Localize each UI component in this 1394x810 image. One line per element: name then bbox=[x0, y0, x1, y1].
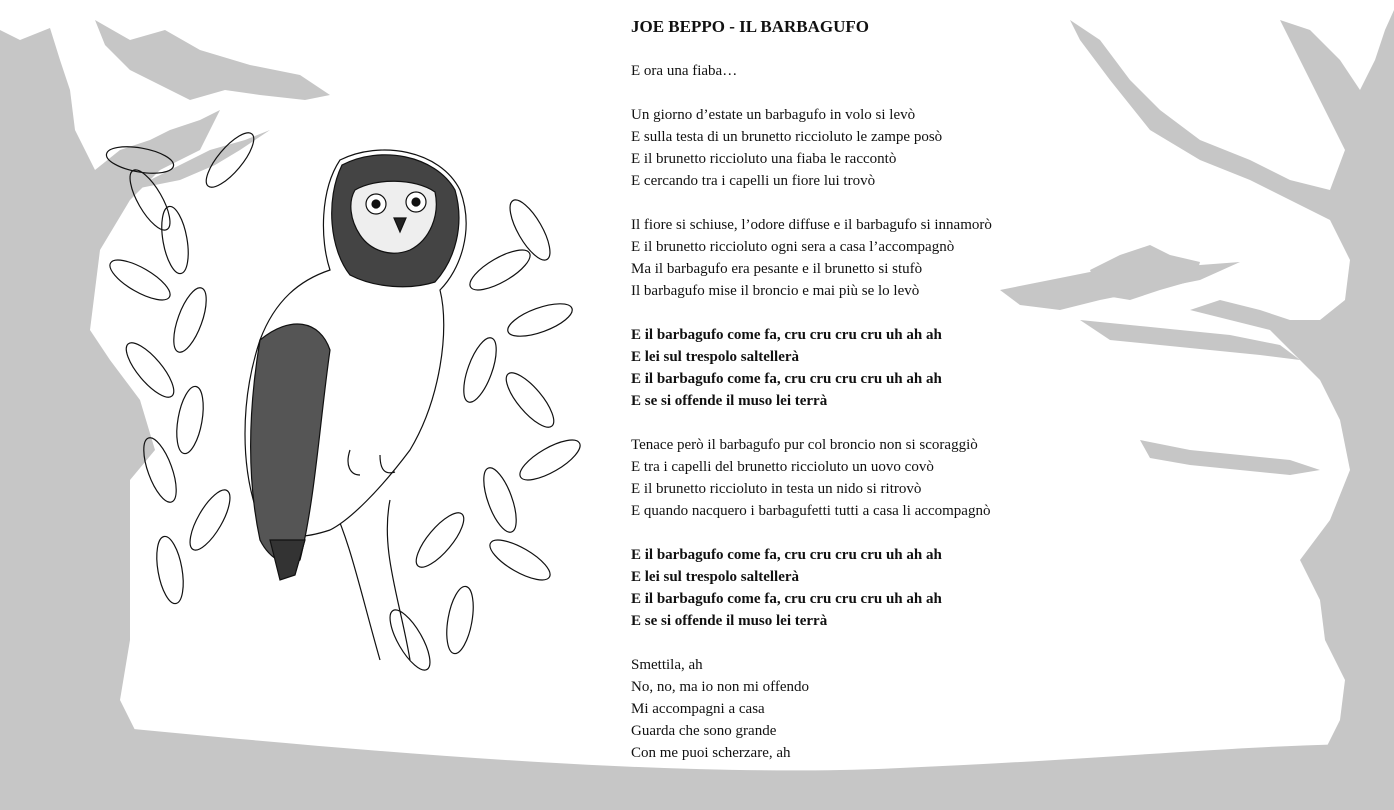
verse-1 bbox=[631, 104, 1191, 192]
outro bbox=[631, 654, 1191, 764]
chorus-line: E il barbagufo come fa, cru cru cru cru uh ah ah bbox=[631, 591, 942, 607]
branch-line bbox=[330, 500, 410, 660]
lyric-line: No, no, ma io non mi offendo bbox=[631, 679, 810, 695]
lyric-line: E ora una fiaba… bbox=[631, 63, 738, 79]
owl-tail bbox=[270, 540, 305, 580]
lyric-line: E quando nacquero i barbagufetti tutti a casa li accompagnò bbox=[631, 503, 991, 519]
leaf-cluster-left bbox=[104, 126, 261, 605]
lyric-line: E il brunetto riccioluto in testa un nido si ritrovò bbox=[631, 481, 922, 497]
lyric-line: Il fiore si schiuse, l’odore diffuse e il barbagufo si innamorò bbox=[631, 217, 992, 233]
lyric-line: E tra i capelli del brunetto riccioluto un uovo covò bbox=[631, 459, 934, 475]
owl-illustration bbox=[80, 120, 640, 680]
lyric-line: Ma il barbagufo era pesante e il brunetto si stufò bbox=[631, 261, 923, 277]
lyric-line: Smettila, ah bbox=[631, 657, 703, 673]
lyric-line: Un giorno d’estate un barbagufo in volo si levò bbox=[631, 107, 916, 123]
bat-silhouette-left bbox=[95, 20, 330, 100]
chorus-line: E lei sul trespolo saltellerà bbox=[631, 349, 800, 365]
chorus-2 bbox=[631, 544, 1191, 632]
intro-line bbox=[631, 60, 1191, 82]
verse-2 bbox=[631, 214, 1191, 302]
song-title: JOE BEPPO - IL BARBAGUFO bbox=[631, 17, 870, 36]
lyric-line: E sulla testa di un brunetto riccioluto le zampe posò bbox=[631, 129, 943, 145]
lyric-line: Con me puoi scherzare, ah bbox=[631, 745, 791, 761]
lyric-line: E cercando tra i capelli un fiore lui trovò bbox=[631, 173, 876, 189]
lyric-line: E il brunetto riccioluto ogni sera a casa l’accompagnò bbox=[631, 239, 955, 255]
verse-3 bbox=[631, 434, 1191, 522]
chorus-line: E il barbagufo come fa, cru cru cru cru uh ah ah bbox=[631, 327, 942, 343]
chorus-line: E il barbagufo come fa, cru cru cru cru uh ah ah bbox=[631, 371, 942, 387]
chorus-1 bbox=[631, 324, 1191, 412]
lyric-line: Guarda che sono grande bbox=[631, 723, 777, 739]
lyric-line: Tenace però il barbagufo pur col broncio non si scoraggiò bbox=[631, 437, 978, 453]
lyric-line: Il barbagufo mise il broncio e mai più se lo levò bbox=[631, 283, 920, 299]
lyric-line: Mi accompagni a casa bbox=[631, 701, 765, 717]
chorus-line: E il barbagufo come fa, cru cru cru cru uh ah ah bbox=[631, 547, 942, 563]
lyric-line: E il brunetto riccioluto una fiaba le raccontò bbox=[631, 151, 897, 167]
chorus-line: E se si offende il muso lei terrà bbox=[631, 613, 828, 629]
chorus-line: E se si offende il muso lei terrà bbox=[631, 393, 828, 409]
chorus-line: E lei sul trespolo saltellerà bbox=[631, 569, 800, 585]
lyrics-text bbox=[631, 16, 1191, 786]
